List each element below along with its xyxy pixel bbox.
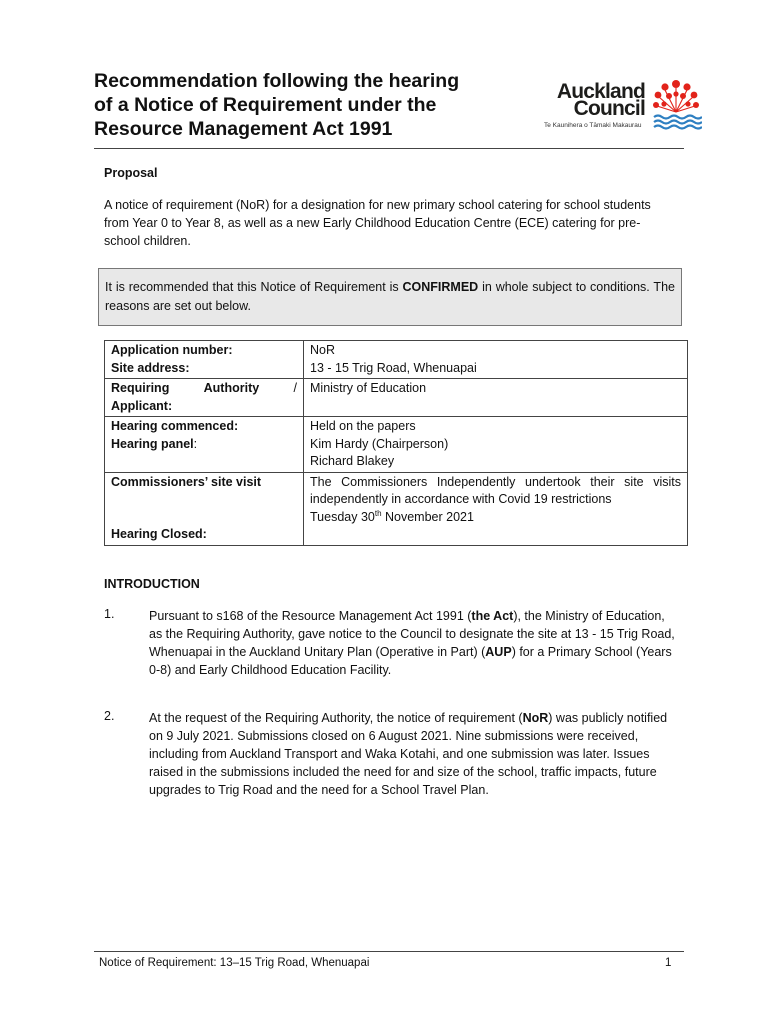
title-line: Resource Management Act 1991 xyxy=(94,118,393,140)
item-bold: AUP xyxy=(485,645,512,659)
item-text: ) for a Primary School (Years 0-8) and Early Childhood Education Facility. xyxy=(149,645,672,677)
blank-line xyxy=(111,509,297,527)
details-labels-cell xyxy=(105,341,304,379)
application-number-value: NoR xyxy=(310,343,336,357)
site-address-label: Site address: xyxy=(111,360,190,375)
label-word: Requiring xyxy=(111,381,170,395)
title-line: of a Notice of Requirement under the xyxy=(94,94,437,116)
requiring-authority-label xyxy=(105,379,304,417)
title-line: Recommendation following the hearing xyxy=(94,70,460,92)
hearing-values-cell xyxy=(304,417,688,473)
site-visit-label: Commissioners’ site visit xyxy=(111,474,262,489)
details-values-cell xyxy=(304,341,688,379)
blank-line xyxy=(111,491,297,509)
label-word: Applicant: xyxy=(111,398,173,413)
hearing-commenced-value: Held on the papers xyxy=(310,419,416,433)
date-ordinal: th xyxy=(374,508,382,518)
hearing-commenced-label: Hearing commenced: xyxy=(111,419,239,433)
site-address-value: 13 - 15 Trig Road, Whenuapai xyxy=(310,360,477,375)
item-text: ), the Ministry of Education, as the Requiring Authority, gave notice to the Council to designate the site at 13 - 15 Trig Road, Whenuapai in the Auckland Unitary Plan (Operative in Part) ( xyxy=(149,609,675,659)
document-title xyxy=(94,69,514,141)
hearing-closed-label: Hearing Closed: xyxy=(111,527,207,541)
logo-name-line2: Council xyxy=(573,97,645,120)
logo-name-line1: Auckland xyxy=(556,80,645,103)
introduction-heading: INTRODUCTION xyxy=(104,577,200,591)
item-text: ) was publicly notified on 9 July 2021. Submissions closed on 6 August 2021. Nine submissions were received, including from Auckland Transport and Waka Kotahi, and one submission was later. Issues raised in the submissions included the need for and size of the school, traffic impacts, future upgrades to Trig Road and the need for a School Travel Plan. xyxy=(149,711,668,797)
auckland-council-logo xyxy=(540,78,700,134)
header-rule xyxy=(94,148,684,149)
item-number: 2. xyxy=(104,709,115,723)
site-visit-closed-labels-cell xyxy=(105,472,304,545)
requiring-authority-value: Ministry of Education xyxy=(304,379,688,417)
site-visit-closed-values-cell xyxy=(304,472,688,545)
site-visit-value: The Commissioners Independently undertook their site visits independently in accordance with Covid 19 restrictions xyxy=(310,474,681,506)
item-text: At the request of the Requiring Authority, the notice of requirement ( xyxy=(149,711,523,725)
footer-title: Notice of Requirement: 13–15 Trig Road, Whenuapai xyxy=(99,957,370,969)
hearing-panel-member: Richard Blakey xyxy=(310,454,395,468)
table-row xyxy=(105,379,688,417)
hearing-closed-value xyxy=(310,509,681,527)
table-row xyxy=(105,472,688,545)
blank-line xyxy=(111,453,297,471)
introduction-item-2 xyxy=(149,709,677,799)
recommendation-emphasis: CONFIRMED xyxy=(402,280,479,294)
item-text: Pursuant to s168 of the Resource Management Act 1991 ( xyxy=(149,609,472,623)
item-bold: the Act xyxy=(471,609,514,623)
recommendation-box xyxy=(98,268,682,326)
label-word: Authority xyxy=(203,381,260,395)
date-text: Tuesday 30 xyxy=(310,509,375,524)
proposal-text: A notice of requirement (NoR) for a designation for new primary school catering for school students from Year 0 to Year 8, as well as a new Early Childhood Education Centre (ECE) catering for pre-school children. xyxy=(104,198,651,248)
recommendation-text-end: in whole subject to conditions. The reasons are set out below. xyxy=(105,280,675,313)
date-text: November 2021 xyxy=(381,509,474,524)
pohutukawa-flower-icon xyxy=(650,78,702,130)
requiring-authority-label-line xyxy=(111,380,297,398)
hearing-panel-label: Hearing panel xyxy=(111,436,194,451)
footer-rule xyxy=(94,951,684,952)
recommendation-text xyxy=(105,278,675,316)
table-row xyxy=(105,341,688,379)
proposal-heading: Proposal xyxy=(104,166,158,180)
item-number: 1. xyxy=(104,607,115,621)
hearing-panel-member: Kim Hardy (Chairperson) xyxy=(310,436,449,451)
label-word: / xyxy=(293,381,297,395)
application-number-label: Application number: xyxy=(111,343,233,357)
table-row xyxy=(105,417,688,473)
application-details-table xyxy=(104,340,688,546)
page-number: 1 xyxy=(665,957,672,969)
item-bold: NoR xyxy=(522,711,549,725)
logo-tagline: Te Kaunihera o Tāmaki Makaurau xyxy=(544,122,642,129)
hearing-labels-cell xyxy=(105,417,304,473)
introduction-item-1 xyxy=(149,607,677,679)
hearing-panel-label-line xyxy=(111,436,297,454)
hearing-panel-colon: : xyxy=(193,436,198,451)
recommendation-text-start: It is recommended that this Notice of Requirement is xyxy=(105,280,403,294)
